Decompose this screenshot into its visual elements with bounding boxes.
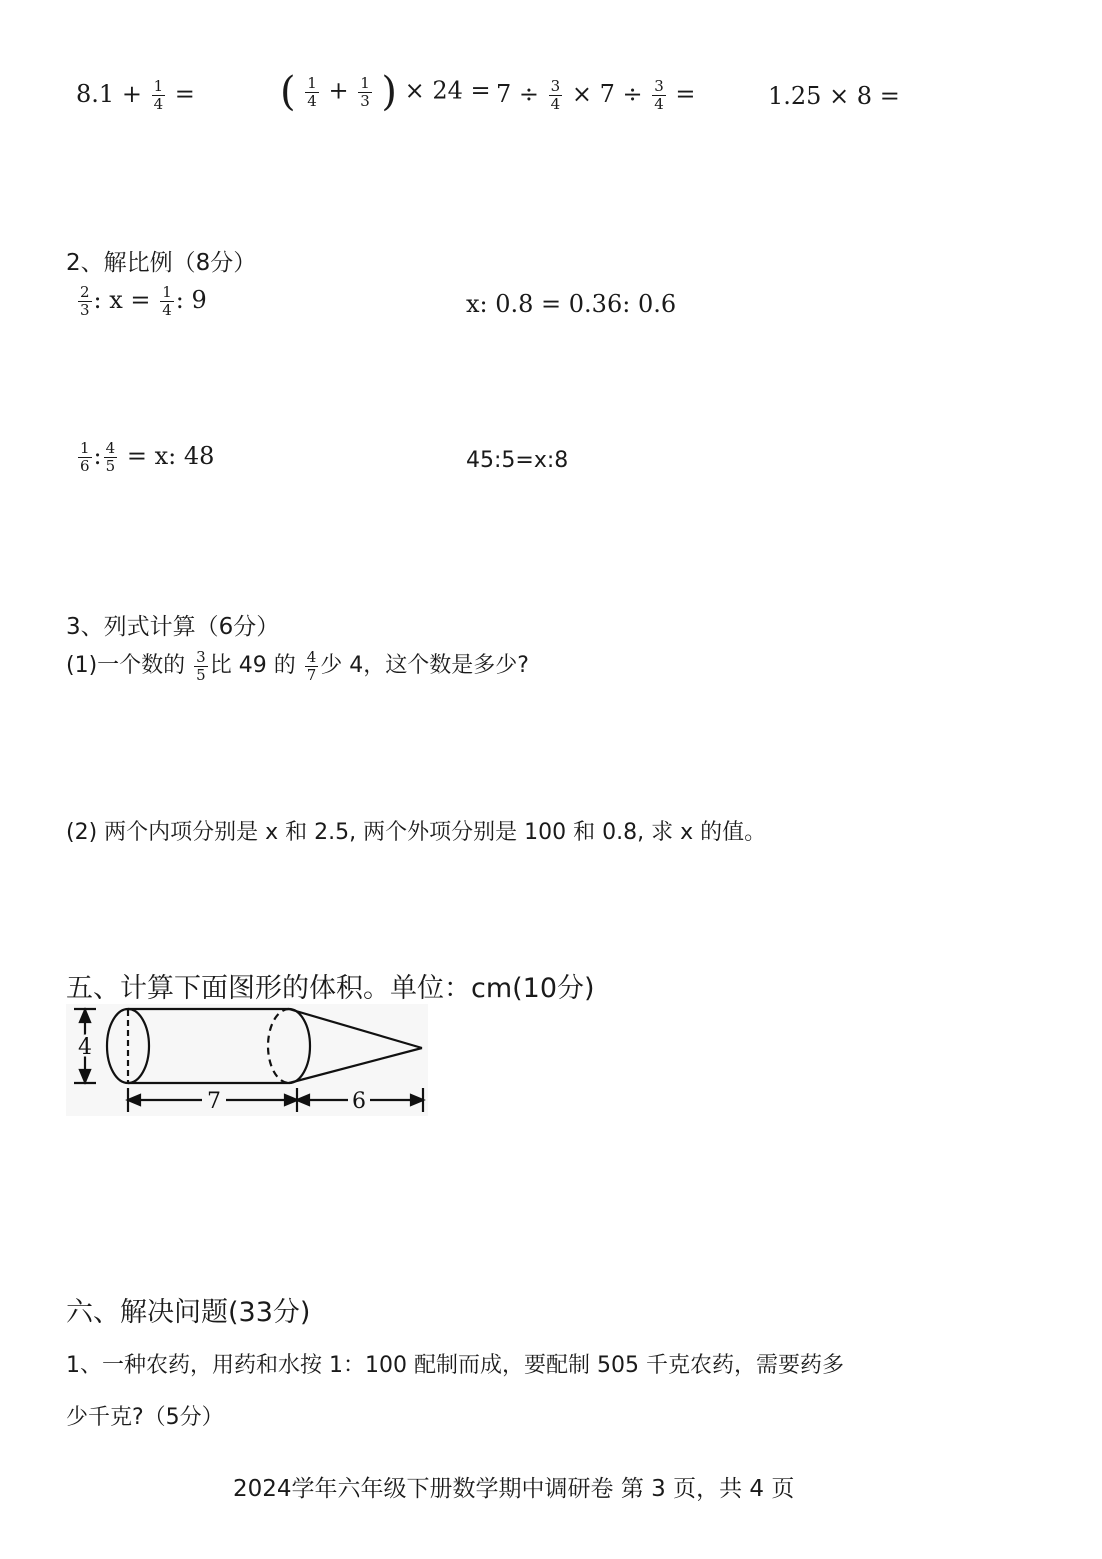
proportion-eq-3-end: = x: 48 [126,442,215,470]
fraction [104,440,118,475]
fraction [152,78,166,113]
fraction-numerator: 1 [360,73,370,92]
fraction [194,649,208,684]
fraction-numerator: 3 [196,647,206,666]
proportion-eq-4: 45:5=x:8 [466,448,569,473]
fraction-numerator: 1 [307,73,317,92]
calc-2-rest: × 24 = [404,76,491,105]
fraction-denominator: 4 [550,95,561,113]
colon: : [93,442,102,470]
fraction [358,75,372,110]
fraction-denominator: 7 [306,665,317,684]
calc-problem-2 [280,69,491,115]
fraction [78,440,92,475]
section-6-heading: 六、解决问题(33分) [66,1297,311,1328]
fraction-denominator: 5 [105,457,116,475]
fraction-numerator: 3 [550,77,561,95]
fraction [78,284,92,319]
q1-end: 少 4，这个数是多少? [320,653,529,678]
fraction [549,78,563,113]
fraction-numerator: 4 [105,439,116,457]
fraction-numerator: 1 [162,283,172,301]
fraction [305,75,319,110]
cylinder-cone-figure [66,1004,428,1116]
formula-question-2: (2) 两个内项分别是 x 和 2.5, 两个外项分别是 100 和 0.8, 求 x 的值。 [66,820,767,845]
figure-length-6-label: 6 [352,1089,366,1114]
calc-1-number: 8.1 [76,80,115,108]
calc-problem-1 [76,78,195,113]
fraction-denominator: 4 [162,301,172,319]
proportion-eq-1 [76,284,207,319]
fraction-numerator: 1 [153,77,164,95]
calc-problem-4 [768,82,900,110]
fraction-numerator: 3 [654,77,664,95]
fraction [160,284,174,319]
calc-3-mid: × 7 ÷ [571,80,643,108]
section-6-question-1-line-2: 少千克?（5分） [66,1405,224,1430]
figure-height-label: 4 [78,1035,92,1060]
cylinder-cone-diagram [66,1004,428,1116]
section-6-question-1-line-1: 1、一种农药，用药和水按 1：100 配制而成，要配制 505 千克农药，需要药多 [66,1353,844,1378]
calc-1-operator: + [121,80,142,108]
equals-sign: = [675,80,696,108]
right-paren: ) [381,69,397,115]
left-paren: ( [280,69,296,115]
calc-3-start: 7 ÷ [496,80,540,108]
q1-mid: 比 49 的 [209,653,296,678]
plus-sign: + [328,76,349,105]
proportion-eq-3 [76,440,214,475]
figure-length-7-label: 7 [207,1089,221,1114]
proportion-eq-1-mid: : x = [93,286,151,314]
fraction-denominator: 6 [80,457,90,475]
fraction-denominator: 4 [307,91,317,110]
fraction-denominator: 3 [80,301,90,319]
section-5-heading: 五、计算下面图形的体积。单位：cm(10分) [66,973,595,1004]
q1-prefix: (1)一个数的 [66,653,186,678]
equals-sign: = [174,80,195,108]
formula-question-1 [66,648,529,684]
fraction-denominator: 3 [360,91,370,110]
fraction [305,649,319,684]
fraction-numerator: 2 [80,283,90,301]
calc-problem-3 [496,78,696,113]
calc-4-expression: 1.25 × 8 = [768,82,900,110]
fraction-numerator: 1 [80,439,90,457]
proportion-eq-1-end: : 9 [175,286,207,314]
fraction [652,78,666,113]
fraction-denominator: 4 [153,95,164,113]
proportion-heading: 2、解比例（8分） [66,250,257,276]
page-footer: 2024学年六年级下册数学期中调研卷 第 3 页，共 4 页 [233,1476,795,1502]
fraction-denominator: 4 [654,95,664,113]
fraction-denominator: 5 [196,665,206,684]
proportion-eq-2: x: 0.8 = 0.36: 0.6 [466,290,677,318]
fraction-numerator: 4 [306,647,317,666]
formula-heading: 3、列式计算（6分） [66,614,280,640]
